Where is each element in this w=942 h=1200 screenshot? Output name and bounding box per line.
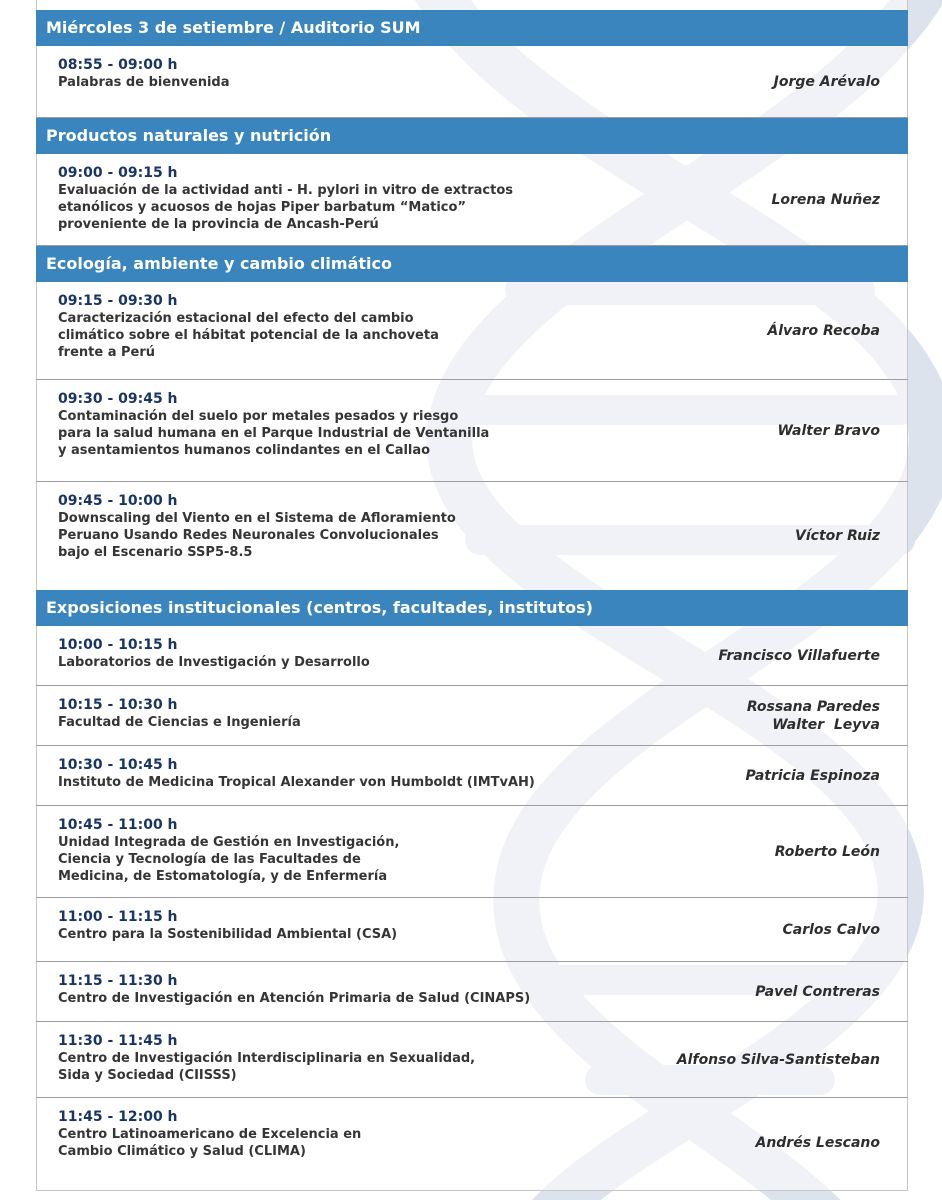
talk-title: Cambio Climático y Salud (CLIMA) bbox=[58, 1144, 306, 1159]
talk-title: Ciencia y Tecnología de las Facultades de bbox=[58, 852, 361, 867]
talk-title: proveniente de la provincia de Ancash-Perú bbox=[58, 217, 379, 232]
talk-time: 11:30 - 11:45 h bbox=[58, 1033, 178, 1049]
talk-speaker: Rossana Paredes Walter Leyva bbox=[746, 698, 880, 733]
section-header: Productos naturales y nutrición bbox=[36, 118, 908, 154]
day-header: Miércoles 3 de setiembre / Auditorio SUM bbox=[36, 10, 908, 46]
talk-time: 09:15 - 09:30 h bbox=[58, 293, 178, 309]
talk-time: 11:45 - 12:00 h bbox=[58, 1109, 178, 1125]
talk-speaker: Víctor Ruiz bbox=[795, 528, 880, 544]
talk-info bbox=[58, 908, 618, 943]
talk-speaker: Carlos Calvo bbox=[782, 921, 880, 938]
schedule-row bbox=[36, 686, 908, 746]
talk-info bbox=[58, 696, 618, 731]
talk-title: etanólicos y acuosos de hojas Piper barbatum “Matico” bbox=[58, 200, 466, 215]
section-header: Exposiciones institucionales (centros, facultades, institutos) bbox=[36, 590, 908, 626]
schedule-row bbox=[36, 482, 908, 590]
section-header: Ecología, ambiente y cambio climático bbox=[36, 246, 908, 282]
talk-info bbox=[58, 756, 618, 791]
talk-info bbox=[58, 390, 618, 459]
schedule bbox=[36, 0, 908, 1200]
talk-time: 10:15 - 10:30 h bbox=[58, 697, 178, 713]
talk-info bbox=[58, 56, 618, 91]
talk-time: 10:30 - 10:45 h bbox=[58, 757, 178, 773]
talk-info bbox=[58, 636, 618, 671]
talk-title: climático sobre el hábitat potencial de la anchoveta bbox=[58, 328, 439, 343]
talk-title: Caracterización estacional del efecto del cambio bbox=[58, 311, 414, 326]
talk-time: 10:45 - 11:00 h bbox=[58, 817, 178, 833]
talk-title: Peruano Usando Redes Neuronales Convolucionales bbox=[58, 528, 439, 543]
talk-title: y asentamientos humanos colindantes en el Callao bbox=[58, 443, 431, 458]
talk-title: Unidad Integrada de Gestión en Investigación, bbox=[58, 835, 400, 850]
talk-title: Instituto de Medicina Tropical Alexander von Humboldt (IMTvAH) bbox=[58, 775, 535, 790]
talk-title: Centro de Investigación en Atención Primaria de Salud (CINAPS) bbox=[58, 991, 531, 1006]
talk-speaker: Roberto León bbox=[774, 843, 880, 860]
talk-speaker: Alfonso Silva-Santisteban bbox=[676, 1051, 880, 1068]
schedule-row bbox=[36, 380, 908, 482]
talk-speaker: Álvaro Recoba bbox=[767, 322, 880, 339]
talk-speaker: Andrés Lescano bbox=[755, 1135, 880, 1151]
schedule-row bbox=[36, 626, 908, 686]
talk-title: Downscaling del Viento en el Sistema de Afloramiento bbox=[58, 511, 456, 526]
schedule-row bbox=[36, 1098, 908, 1188]
talk-title: Facultad de Ciencias e Ingeniería bbox=[58, 715, 301, 730]
talk-speaker: Francisco Villafuerte bbox=[718, 647, 880, 664]
talk-time: 11:15 - 11:30 h bbox=[58, 973, 178, 989]
schedule-row bbox=[36, 282, 908, 380]
talk-speaker: Lorena Nuñez bbox=[771, 191, 880, 208]
talk-info bbox=[58, 292, 618, 361]
talk-info bbox=[58, 492, 618, 561]
talk-time: 09:00 - 09:15 h bbox=[58, 165, 178, 181]
talk-time: 11:00 - 11:15 h bbox=[58, 909, 178, 925]
talk-title: Palabras de bienvenida bbox=[58, 75, 230, 90]
talk-title: Medicina, de Estomatología, y de Enfermería bbox=[58, 869, 388, 884]
talk-time: 09:45 - 10:00 h bbox=[58, 493, 178, 509]
talk-title: Laboratorios de Investigación y Desarrollo bbox=[58, 655, 370, 670]
talk-title: Evaluación de la actividad anti - H. pylori in vitro de extractos bbox=[58, 183, 514, 198]
talk-info bbox=[58, 1032, 618, 1084]
schedule-row bbox=[36, 46, 908, 118]
schedule-row bbox=[36, 746, 908, 806]
talk-speaker: Patricia Espinoza bbox=[745, 767, 880, 784]
talk-title: Centro de Investigación Interdisciplinaria en Sexualidad, bbox=[58, 1051, 476, 1066]
schedule-row bbox=[36, 806, 908, 898]
talk-title: Sida y Sociedad (CIISSS) bbox=[58, 1068, 237, 1083]
talk-title: bajo el Escenario SSP5-8.5 bbox=[58, 545, 253, 560]
talk-info bbox=[58, 164, 618, 233]
talk-time: 08:55 - 09:00 h bbox=[58, 57, 178, 73]
talk-speaker: Walter Bravo bbox=[777, 422, 880, 439]
talk-info bbox=[58, 972, 618, 1007]
schedule-row bbox=[36, 898, 908, 962]
talk-time: 10:00 - 10:15 h bbox=[58, 637, 178, 653]
schedule-row bbox=[36, 962, 908, 1022]
talk-title: Centro para la Sostenibilidad Ambiental (CSA) bbox=[58, 927, 398, 942]
schedule-row bbox=[36, 154, 908, 246]
talk-speaker: Jorge Arévalo bbox=[773, 73, 880, 90]
talk-info bbox=[58, 1108, 618, 1160]
schedule-row bbox=[36, 1022, 908, 1098]
talk-speaker: Pavel Contreras bbox=[755, 983, 880, 1000]
talk-title: para la salud humana en el Parque Industrial de Ventanilla bbox=[58, 426, 490, 441]
talk-info bbox=[58, 816, 618, 885]
talk-title: frente a Perú bbox=[58, 345, 156, 360]
talk-time: 09:30 - 09:45 h bbox=[58, 391, 178, 407]
talk-title: Centro Latinoamericano de Excelencia en bbox=[58, 1127, 362, 1142]
talk-title: Contaminación del suelo por metales pesados y riesgo bbox=[58, 409, 459, 424]
